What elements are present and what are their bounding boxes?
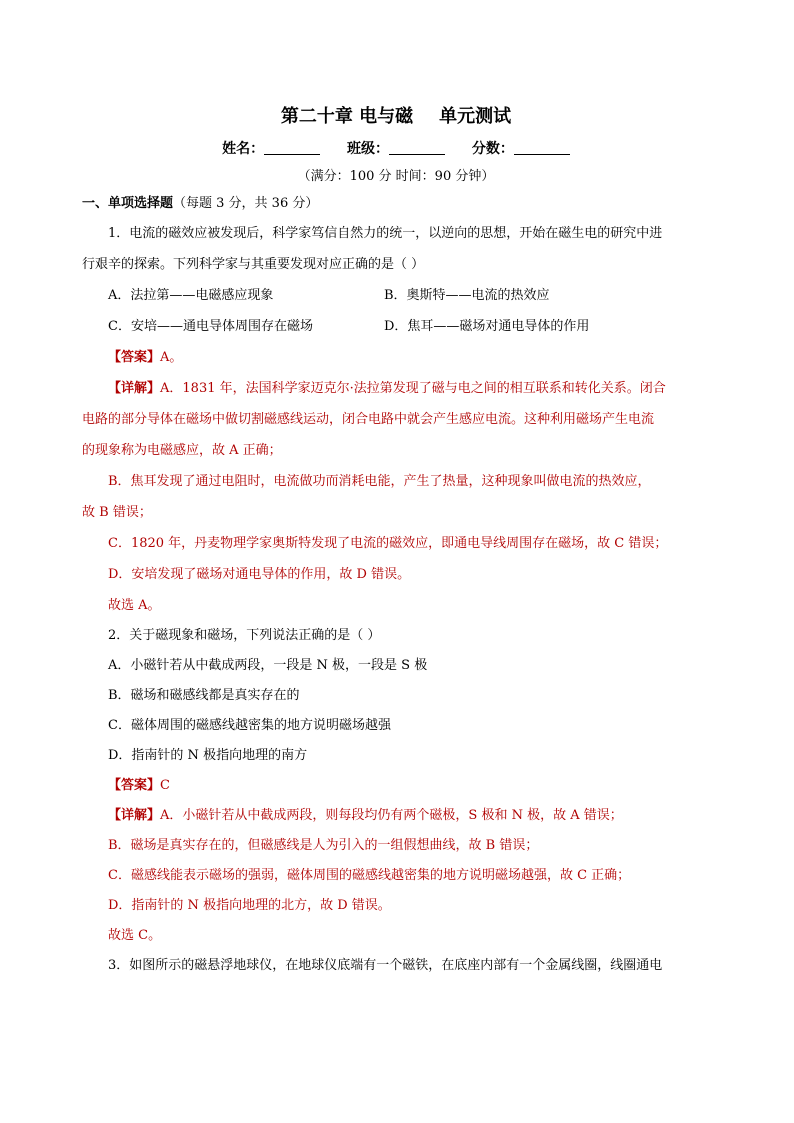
section-title: 一、单项选择题: [82, 196, 174, 211]
q2-option-c: C．磁体周围的磁感线越密集的地方说明磁场越强: [108, 718, 391, 733]
q1-detail-tag: 【详解】: [108, 381, 161, 396]
q1-detail-line3: 的现象称为电磁感应，故 A 正确；: [82, 443, 282, 458]
q1-option-c: C．安培——通电导体周围存在磁场: [108, 319, 313, 334]
q2-option-a: A．小磁针若从中截成两段，一段是 N 极，一段是 S 极: [108, 658, 428, 673]
q2-answer: [82, 771, 710, 801]
q1-conclusion: 故选 A。: [108, 598, 161, 613]
q1-option-a: A．法拉第——电磁感应现象: [108, 288, 274, 303]
q2-detail-line2: B．磁场是真实存在的，但磁感线是人为引入的一组假想曲线，故 B 错误；: [108, 838, 539, 853]
q3-stem-line1: 3．如图所示的磁悬浮地球仪，在地球仪底端有一个磁铁，在底座内部有一个金属线圈，线圈通电: [108, 958, 663, 973]
class-blank[interactable]: [389, 140, 445, 155]
q1-detail-line2: 电路的部分导体在磁场中做切割磁感线运动，闭合电路中就会产生感应电流。这种利用磁场产生电流: [82, 412, 655, 427]
q2-option-d: D．指南针的 N 极指向地理的南方: [108, 748, 308, 763]
q1-detail-line4: B．焦耳发现了通过电阻时，电流做功而消耗电能，产生了热量，这种现象叫做电流的热效应，: [108, 474, 651, 489]
q1-detail-line1: [82, 373, 710, 404]
q2-answer-value: C: [160, 778, 170, 793]
q2-stem: 2．关于磁现象和磁场，下列说法正确的是（ ）: [108, 628, 381, 643]
section-note: （每题 3 分，共 36 分）: [173, 196, 319, 211]
q1-stem-line2: 行艰辛的探索。下列科学家与其重要发现对应正确的是（ ）: [82, 257, 425, 272]
q1-detail-line6: C．1820 年，丹麦物理学家奥斯特发现了电流的磁效应，即通电导线周围存在磁场，故 C 错误；: [108, 536, 668, 551]
q1-answer-value: A。: [160, 350, 183, 365]
q1-answer: [82, 342, 710, 373]
q2-answer-tag: 【答案】: [108, 778, 161, 793]
q2-detail-line1: [82, 801, 710, 831]
q2-detail-line3: C．磁感线能表示磁场的强弱，磁体周围的磁感线越密集的地方说明磁场越强，故 C 正确；: [108, 868, 631, 883]
q1-option-d: D．焦耳——磁场对通电导体的作用: [384, 319, 590, 334]
score-label: 分数：: [471, 141, 514, 157]
class-label: 班级：: [347, 141, 389, 157]
q1-options-row1: [82, 280, 710, 311]
q2-detail-line4: D．指南针的 N 极指向地理的北方，故 D 错误。: [108, 898, 391, 913]
page-title: [82, 100, 710, 134]
score-blank[interactable]: [514, 140, 570, 155]
name-label: 姓名：: [222, 141, 265, 157]
title-main: 第二十章 电与磁: [280, 106, 414, 127]
q1-options-row2: [82, 311, 710, 342]
q1-detail-text1: A．1831 年，法国科学家迈克尔·法拉第发现了磁与电之间的相互联系和转化关系。闭合: [160, 381, 666, 396]
q1-detail-line7: D．安培发现了磁场对通电导体的作用，故 D 错误。: [108, 567, 411, 582]
q1-option-b: B．奥斯特——电流的热效应: [384, 288, 550, 303]
exam-subtitle: （满分：100 分 时间：90 分钟）: [297, 169, 495, 184]
q1-stem-line1: 1．电流的磁效应被发现后，科学家笃信自然力的统一，以逆向的思想，开始在磁生电的研究中进: [108, 226, 663, 241]
q2-detail-text1: A．小磁针若从中截成两段，则每段均仍有两个磁极，S 极和 N 极，故 A 错误；: [160, 808, 623, 823]
q1-detail-line5: 故 B 错误；: [82, 505, 152, 520]
section-heading: [82, 190, 710, 218]
q1-answer-tag: 【答案】: [108, 350, 161, 365]
q2-detail-tag: 【详解】: [108, 808, 161, 823]
name-blank[interactable]: [264, 140, 320, 155]
title-sub: 单元测试: [439, 106, 512, 127]
student-info-line: [82, 134, 710, 164]
q2-option-b: B．磁场和磁感线都是真实存在的: [108, 688, 300, 703]
q2-conclusion: 故选 C。: [108, 928, 162, 943]
